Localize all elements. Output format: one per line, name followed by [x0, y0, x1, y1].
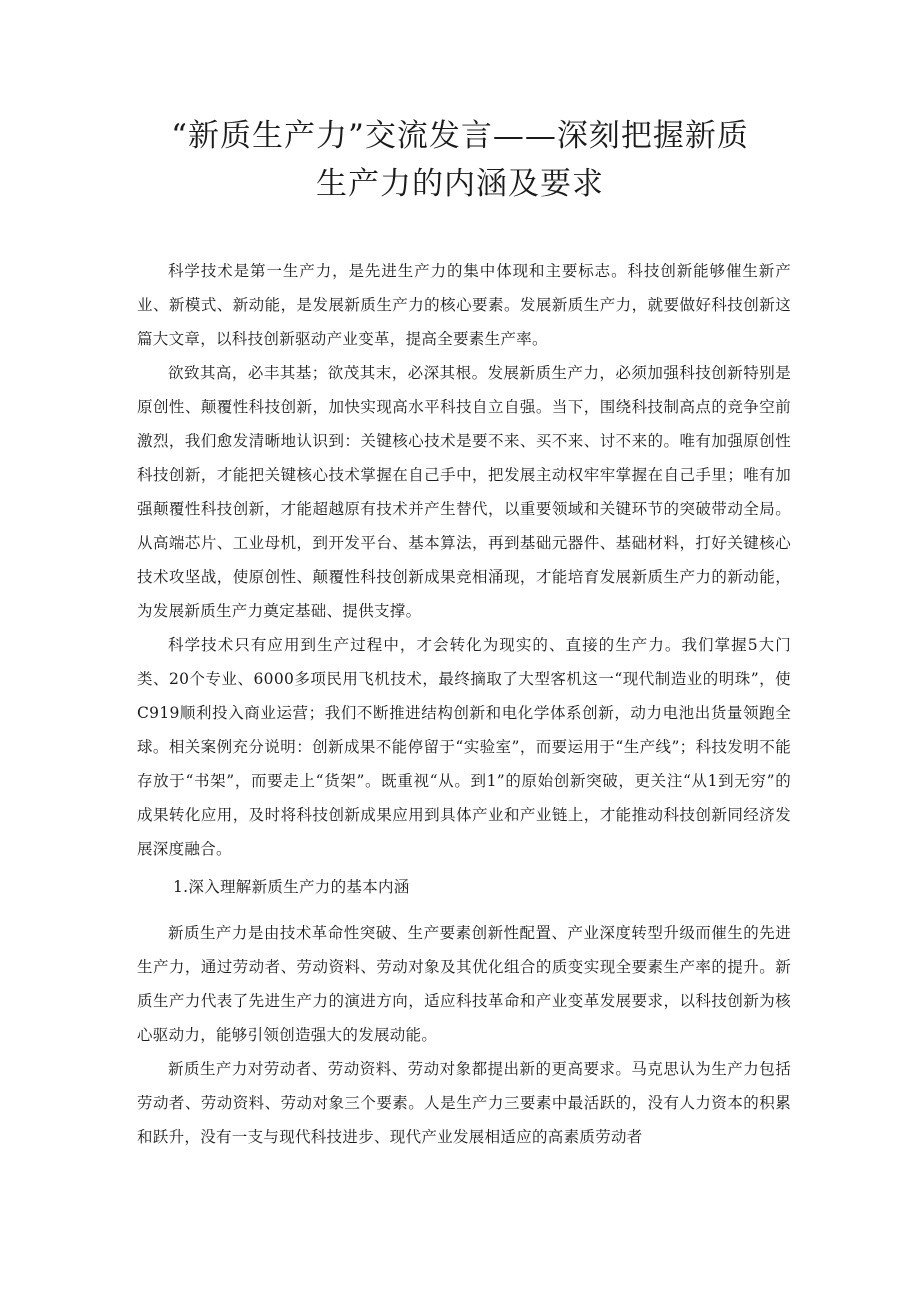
title-line-1: “新质生产力”交流发言——深刻把握新质	[171, 118, 749, 154]
section-heading: 1.深入理解新质生产力的基本内涵	[173, 878, 410, 896]
paragraph: 科学技术只有应用到生产过程中，才会转化为现实的、直接的生产力。我们掌握5大门类、20个专业、6000多项民用飞机技术，最终摘取了大型客机这一“现代制造业的明珠”，使C919顺利投入商业运营；我们不断推进结构创新和电化学体系创新，动力电池出货量领跑全球。相关案例充分说明：创新成果不能停留于“实验室”，而要运用于“生产线”；科技发明不能存放于“书架”，而要走上“货架”。既重视“从。到1”的原始创新突破，更关注“从1到无穷”的成果转化应用，及时将科技创新成果应用到具体产业和产业链上，才能推动科技创新同经济发展深度融合。	[137, 636, 791, 858]
paragraph: 科学技术是第一生产力，是先进生产力的集中体现和主要标志。科技创新能够催生新产业、新模式、新动能，是发展新质生产力的核心要素。发展新质生产力，就要做好科技创新这篇大文章，以科技创新驱动产业变革，提高全要素生产率。	[137, 262, 791, 348]
paragraph: 新质生产力对劳动者、劳动资料、劳动对象都提出新的更高要求。马克思认为生产力包括劳动者、劳动资料、劳动对象三个要素。人是生产力三要素中最活跃的，没有人力资本的积累和跃升，没有一支与现代科技进步、现代产业发展相适应的高素质劳动者	[137, 1060, 791, 1146]
paragraph: 新质生产力是由技术革命性突破、生产要素创新性配置、产业深度转型升级而催生的先进生产力，通过劳动者、劳动资料、劳动对象及其优化组合的质变实现全要素生产率的提升。新质生产力代表了先进生产力的演进方向，适应科技革命和产业变革发展要求，以科技创新为核心驱动力，能够引领创造强大的发展动能。	[137, 924, 791, 1044]
document-title	[120, 112, 800, 208]
title-line-2: 生产力的内涵及要求	[316, 166, 604, 202]
paragraph: 欲致其高，必丰其基；欲茂其末，必深其根。发展新质生产力，必须加强科技创新特别是原创性、颠覆性科技创新，加快实现高水平科技自立自强。当下，围绕科技制高点的竞争空前激烈，我们愈发清晰地认识到：关键核心技术是要不来、买不来、讨不来的。唯有加强原创性科技创新，才能把关键核心技术掌握在自己手中，把发展主动权牢牢掌握在自己手里；唯有加强颠覆性科技创新，才能超越原有技术并产生替代，以重要领域和关键环节的突破带动全局。从高端芯片、工业母机，到开发平台、基本算法，再到基础元器件、基础材料，打好关键核心技术攻坚战，使原创性、颠覆性科技创新成果竞相涌现，才能培育发展新质生产力的新动能，为发展新质生产力奠定基础、提供支撑。	[137, 364, 791, 620]
document-body	[137, 254, 791, 1154]
